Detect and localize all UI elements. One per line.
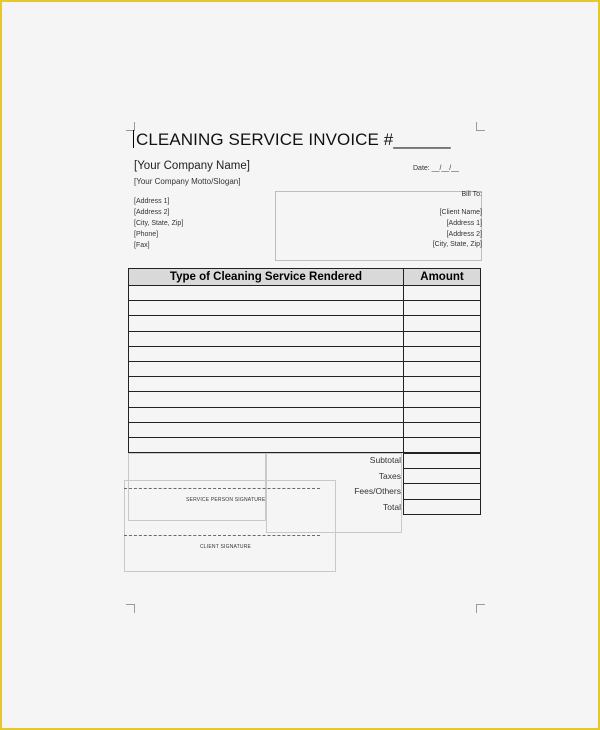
client-signature-line[interactable] [124,535,320,536]
table-row [128,377,481,392]
company-address-2[interactable]: [Address 2] [134,209,170,216]
company-city-state-zip[interactable]: [City, State, Zip] [134,220,184,227]
total-label: Total [383,501,401,512]
company-phone[interactable]: [Phone] [134,231,159,238]
text-cursor [133,130,134,148]
bill-to-address-2[interactable]: [Address 2] [446,231,482,238]
service-cell[interactable] [129,362,404,376]
service-person-signature-line[interactable] [124,488,320,489]
total-value[interactable] [403,500,481,516]
services-table [128,268,481,453]
fees-value[interactable] [403,484,481,500]
amount-cell[interactable] [404,332,480,346]
amount-cell[interactable] [404,286,480,300]
service-cell[interactable] [129,286,404,300]
subtotal-value[interactable] [403,453,481,469]
amount-cell[interactable] [404,408,480,422]
client-signature-label: CLIENT SIGNATURE [200,544,252,550]
bill-to-label: Bill To: [461,191,482,198]
crop-mark-bottom-right [476,604,485,613]
service-cell[interactable] [129,316,404,330]
crop-mark-bottom-left [126,604,135,613]
table-row [128,362,481,377]
taxes-value[interactable] [403,469,481,485]
company-name[interactable]: [Your Company Name] [134,160,250,172]
table-row [128,286,481,301]
table-row [128,408,481,423]
bill-to-client-name[interactable]: [Client Name] [439,209,482,216]
invoice-title[interactable]: CLEANING SERVICE INVOICE #______ [136,130,451,149]
amount-cell[interactable] [404,347,480,361]
subtotal-row [128,453,481,469]
table-row [128,301,481,316]
table-row [128,423,481,438]
fees-row [128,484,481,500]
service-cell[interactable] [129,423,404,437]
bill-to-address-1[interactable]: [Address 1] [446,220,482,227]
service-cell[interactable] [129,408,404,422]
service-cell[interactable] [129,332,404,346]
table-header-row [128,268,481,286]
subtotal-label: Subtotal [369,455,401,465]
amount-cell[interactable] [404,438,480,452]
table-row [128,438,481,453]
service-cell[interactable] [129,392,404,406]
crop-mark-top-right [476,122,485,131]
table-row [128,332,481,347]
total-row [128,500,481,516]
service-cell[interactable] [129,377,404,391]
amount-cell[interactable] [404,423,480,437]
amount-cell[interactable] [404,362,480,376]
amount-cell[interactable] [404,377,480,391]
taxes-label: Taxes [378,470,401,481]
table-row [128,347,481,362]
invoice-date[interactable]: Date: __/__/__ [413,165,459,172]
bill-to-city-state-zip[interactable]: [City, State, Zip] [432,241,482,248]
totals-section [128,453,481,515]
column-header-amount: Amount [420,271,464,283]
table-row [128,316,481,331]
service-cell[interactable] [129,301,404,315]
company-motto[interactable]: [Your Company Motto/Slogan] [134,177,241,186]
company-address-1[interactable]: [Address 1] [134,198,170,205]
table-row [128,392,481,407]
amount-cell[interactable] [404,392,480,406]
amount-cell[interactable] [404,301,480,315]
service-cell[interactable] [129,347,404,361]
service-cell[interactable] [129,438,404,452]
column-header-service: Type of Cleaning Service Rendered [129,269,404,285]
company-fax[interactable]: [Fax] [134,242,150,249]
service-person-signature-label: SERVICE PERSON SIGNATURE [186,497,266,503]
fees-label: Fees/Others [354,486,401,496]
taxes-row [128,469,481,485]
amount-cell[interactable] [404,316,480,330]
